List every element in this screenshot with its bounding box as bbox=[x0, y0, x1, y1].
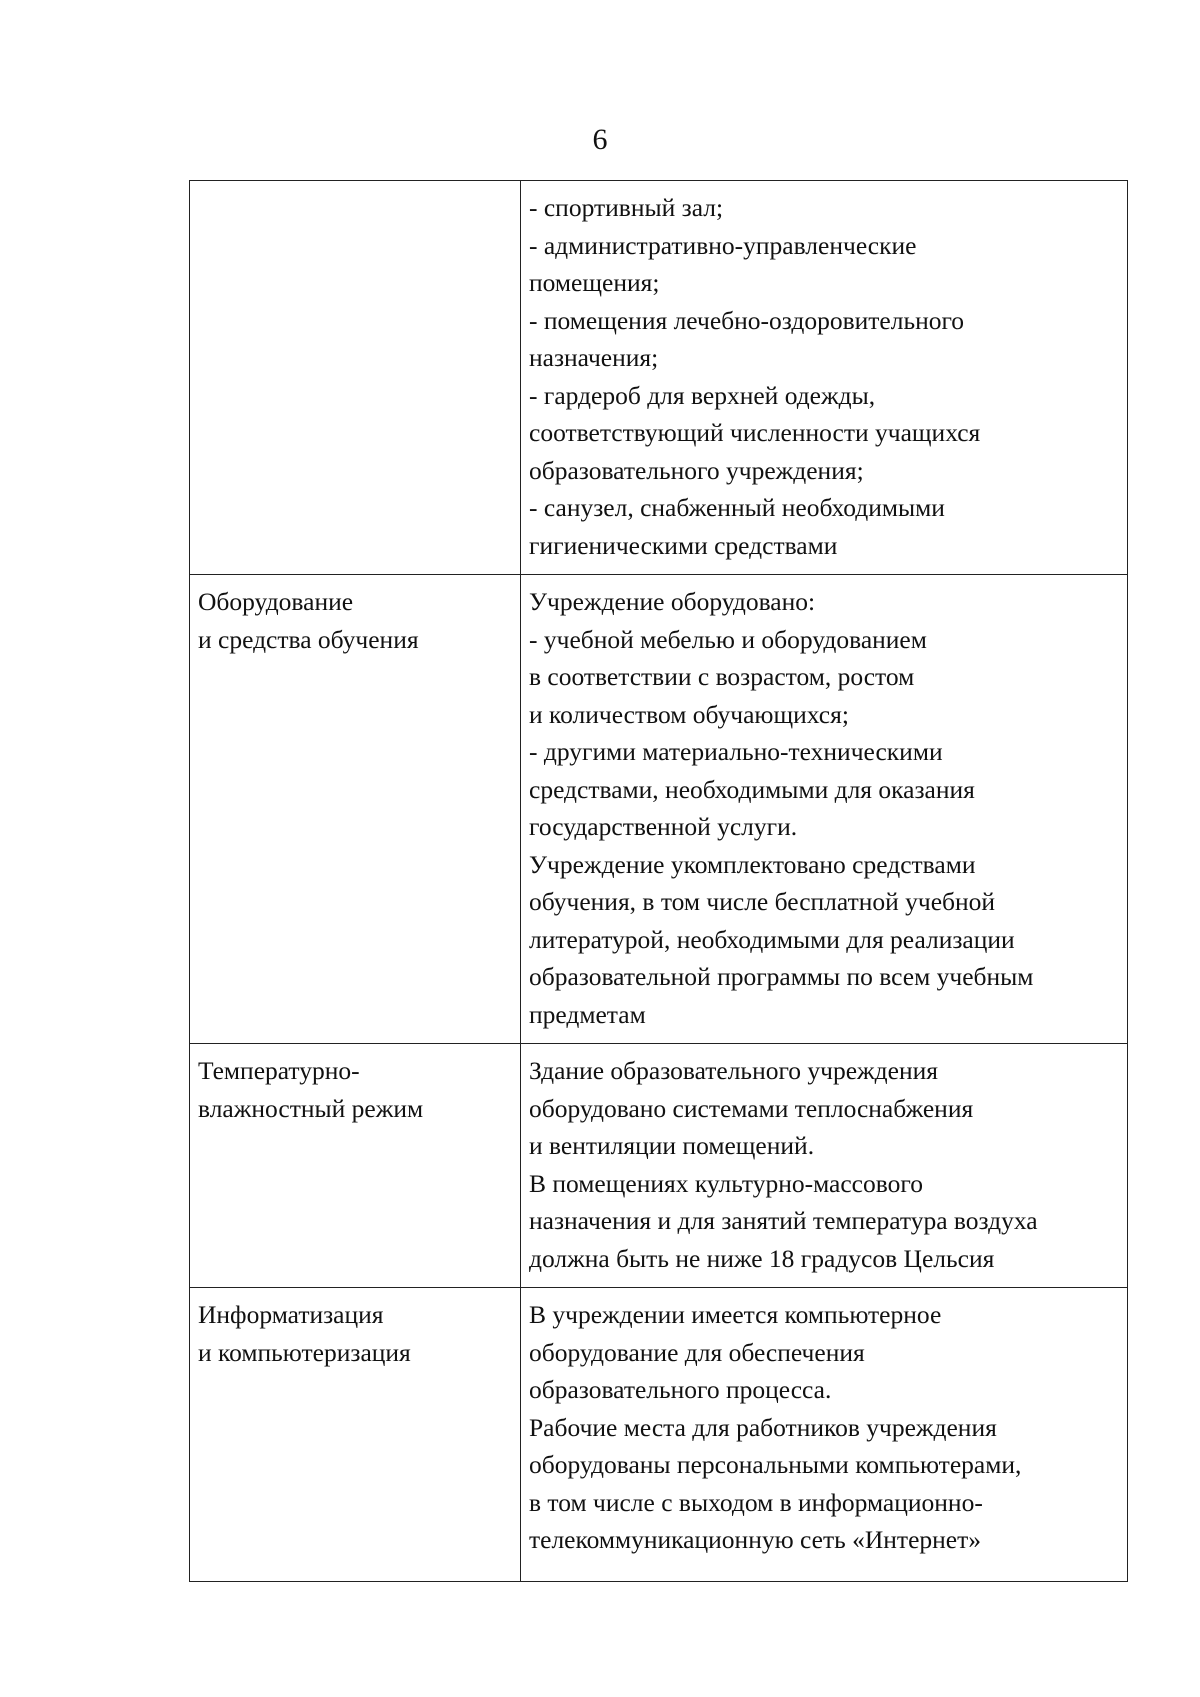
description-text-line: Рабочие места для работников учреждения bbox=[529, 1412, 997, 1442]
description-text-line: соответствующий численности учащихся bbox=[529, 418, 981, 447]
description-cell bbox=[521, 575, 1128, 1044]
description-text-line: государственной услуги. bbox=[529, 812, 798, 841]
parameter-cell bbox=[190, 181, 521, 575]
description-text-line: - спортивный зал; bbox=[529, 193, 724, 222]
description-text-line: - другими материально-техническими bbox=[529, 737, 943, 766]
parameter-cell bbox=[190, 575, 521, 1044]
description-text-line: и вентиляции помещений. bbox=[529, 1131, 815, 1160]
description-text-line: В учреждении имеется компьютерное bbox=[529, 1300, 942, 1329]
table-row bbox=[190, 1044, 1128, 1288]
description-text-line: гигиеническими средствами bbox=[529, 530, 838, 560]
description-text-line: литературой, необходимыми для реализации bbox=[529, 924, 1015, 954]
parameter-text-line: Оборудование bbox=[198, 587, 354, 616]
description-text-line: образовательной программы по всем учебным bbox=[529, 962, 1034, 991]
parameter-text-line: Информатизация bbox=[198, 1300, 384, 1329]
page-number: 6 bbox=[592, 123, 608, 156]
parameter-cell bbox=[190, 1044, 521, 1288]
description-text-line: и количеством обучающихся; bbox=[529, 699, 849, 729]
description-text-line: В помещениях культурно-массового bbox=[529, 1168, 923, 1198]
table-row bbox=[190, 575, 1128, 1044]
requirements-table-body bbox=[190, 181, 1128, 1582]
parameter-text-line: влажностный режим bbox=[198, 1093, 424, 1123]
description-text-line: - помещения лечебно-оздоровительного bbox=[529, 305, 965, 335]
description-text-line: Здание образовательного учреждения bbox=[529, 1056, 938, 1085]
description-cell bbox=[521, 1044, 1128, 1288]
table-row bbox=[190, 181, 1128, 575]
description-cell bbox=[521, 1288, 1128, 1582]
description-text-line: - санузел, снабженный необходимыми bbox=[529, 493, 945, 522]
description-text-line: должна быть не ниже 18 градусов Цельсия bbox=[529, 1243, 995, 1273]
description-text-line: помещения; bbox=[529, 268, 660, 297]
description-text-line: телекоммуникационную сеть «Интернет» bbox=[529, 1525, 981, 1554]
description-text-line: в том числе с выходом в информационно- bbox=[529, 1487, 983, 1517]
description-text-line: средствами, необходимыми для оказания bbox=[529, 774, 975, 804]
description-text-line: образовательного учреждения; bbox=[529, 455, 864, 485]
description-text-line: в соответствии с возрастом, ростом bbox=[529, 662, 915, 691]
description-text-line: - учебной мебелью и оборудованием bbox=[529, 624, 927, 654]
description-text-line: - гардероб для верхней одежды, bbox=[529, 380, 876, 410]
description-text-line: оборудовано системами теплоснабжения bbox=[529, 1093, 974, 1123]
parameter-text-line: и компьютеризация bbox=[198, 1337, 411, 1367]
description-text-line: назначения и для занятий температура воздуха bbox=[529, 1206, 1038, 1235]
description-text-line: оборудование для обеспечения bbox=[529, 1337, 865, 1367]
parameter-text-line: Температурно- bbox=[198, 1056, 360, 1085]
description-text-line: обучения, в том числе бесплатной учебной bbox=[529, 887, 996, 916]
parameter-cell bbox=[190, 1288, 521, 1582]
description-text-line: назначения; bbox=[529, 343, 659, 372]
description-text-line: Учреждение укомплектовано средствами bbox=[529, 849, 976, 879]
description-text-line: предметам bbox=[529, 999, 646, 1029]
table-row bbox=[190, 1288, 1128, 1582]
requirements-table bbox=[189, 180, 1128, 1582]
parameter-text-line: и средства обучения bbox=[198, 624, 419, 654]
description-text-line: образовательного процесса. bbox=[529, 1375, 832, 1404]
description-text-line: - административно-управленческие bbox=[529, 230, 917, 260]
description-text-line: оборудованы персональными компьютерами, bbox=[529, 1450, 1022, 1479]
description-cell bbox=[521, 181, 1128, 575]
description-text-line: Учреждение оборудовано: bbox=[529, 587, 816, 616]
